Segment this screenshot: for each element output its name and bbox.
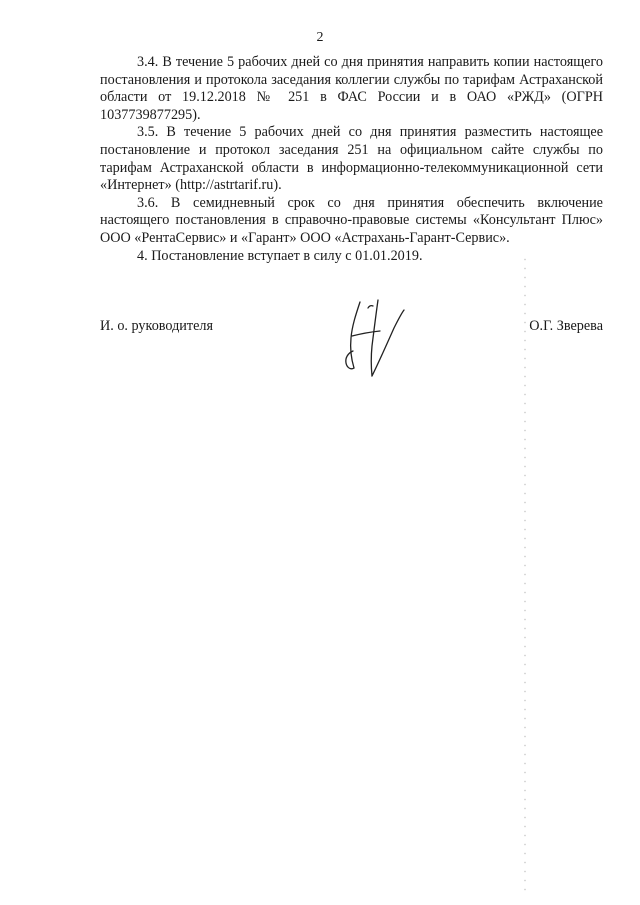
paragraph-3-4: 3.4. В течение 5 рабочих дней со дня принятия направить копии настоящего постановления и протокола заседания коллегии службы по тарифам Астраханской области от 19.12.2018 № 251 в ФАС России и в ОАО «РЖД» (ОГРН 1037739877295). bbox=[100, 54, 603, 123]
paragraph-4: 4. Постановление вступает в силу с 01.01.2019. bbox=[137, 247, 423, 264]
page-number: 2 bbox=[316, 30, 324, 45]
scan-margin-dots bbox=[524, 255, 526, 895]
signatory-role: И. о. руководителя bbox=[100, 318, 213, 334]
handwritten-signature bbox=[338, 296, 408, 378]
paragraph-3-6: 3.6. В семидневный срок со дня принятия обеспечить включение настоящего постановления в справочно-правовые системы «Консультант Плюс» ООО «РентаСервис» и «Гарант» ООО «Астрахань-Гарант-Сервис». bbox=[100, 194, 603, 246]
paragraph-3-5: 3.5. В течение 5 рабочих дней со дня принятия разместить настоящее постановление и протокол заседания 251 на официальном сайте службы по тарифам Астраханской области в информационно-телекоммуникационной сети «Интернет» (http://astrtarif.ru). bbox=[100, 124, 603, 194]
document-body bbox=[100, 54, 603, 265]
signature-block bbox=[100, 318, 603, 378]
signatory-name: О.Г. Зверева bbox=[529, 318, 603, 334]
